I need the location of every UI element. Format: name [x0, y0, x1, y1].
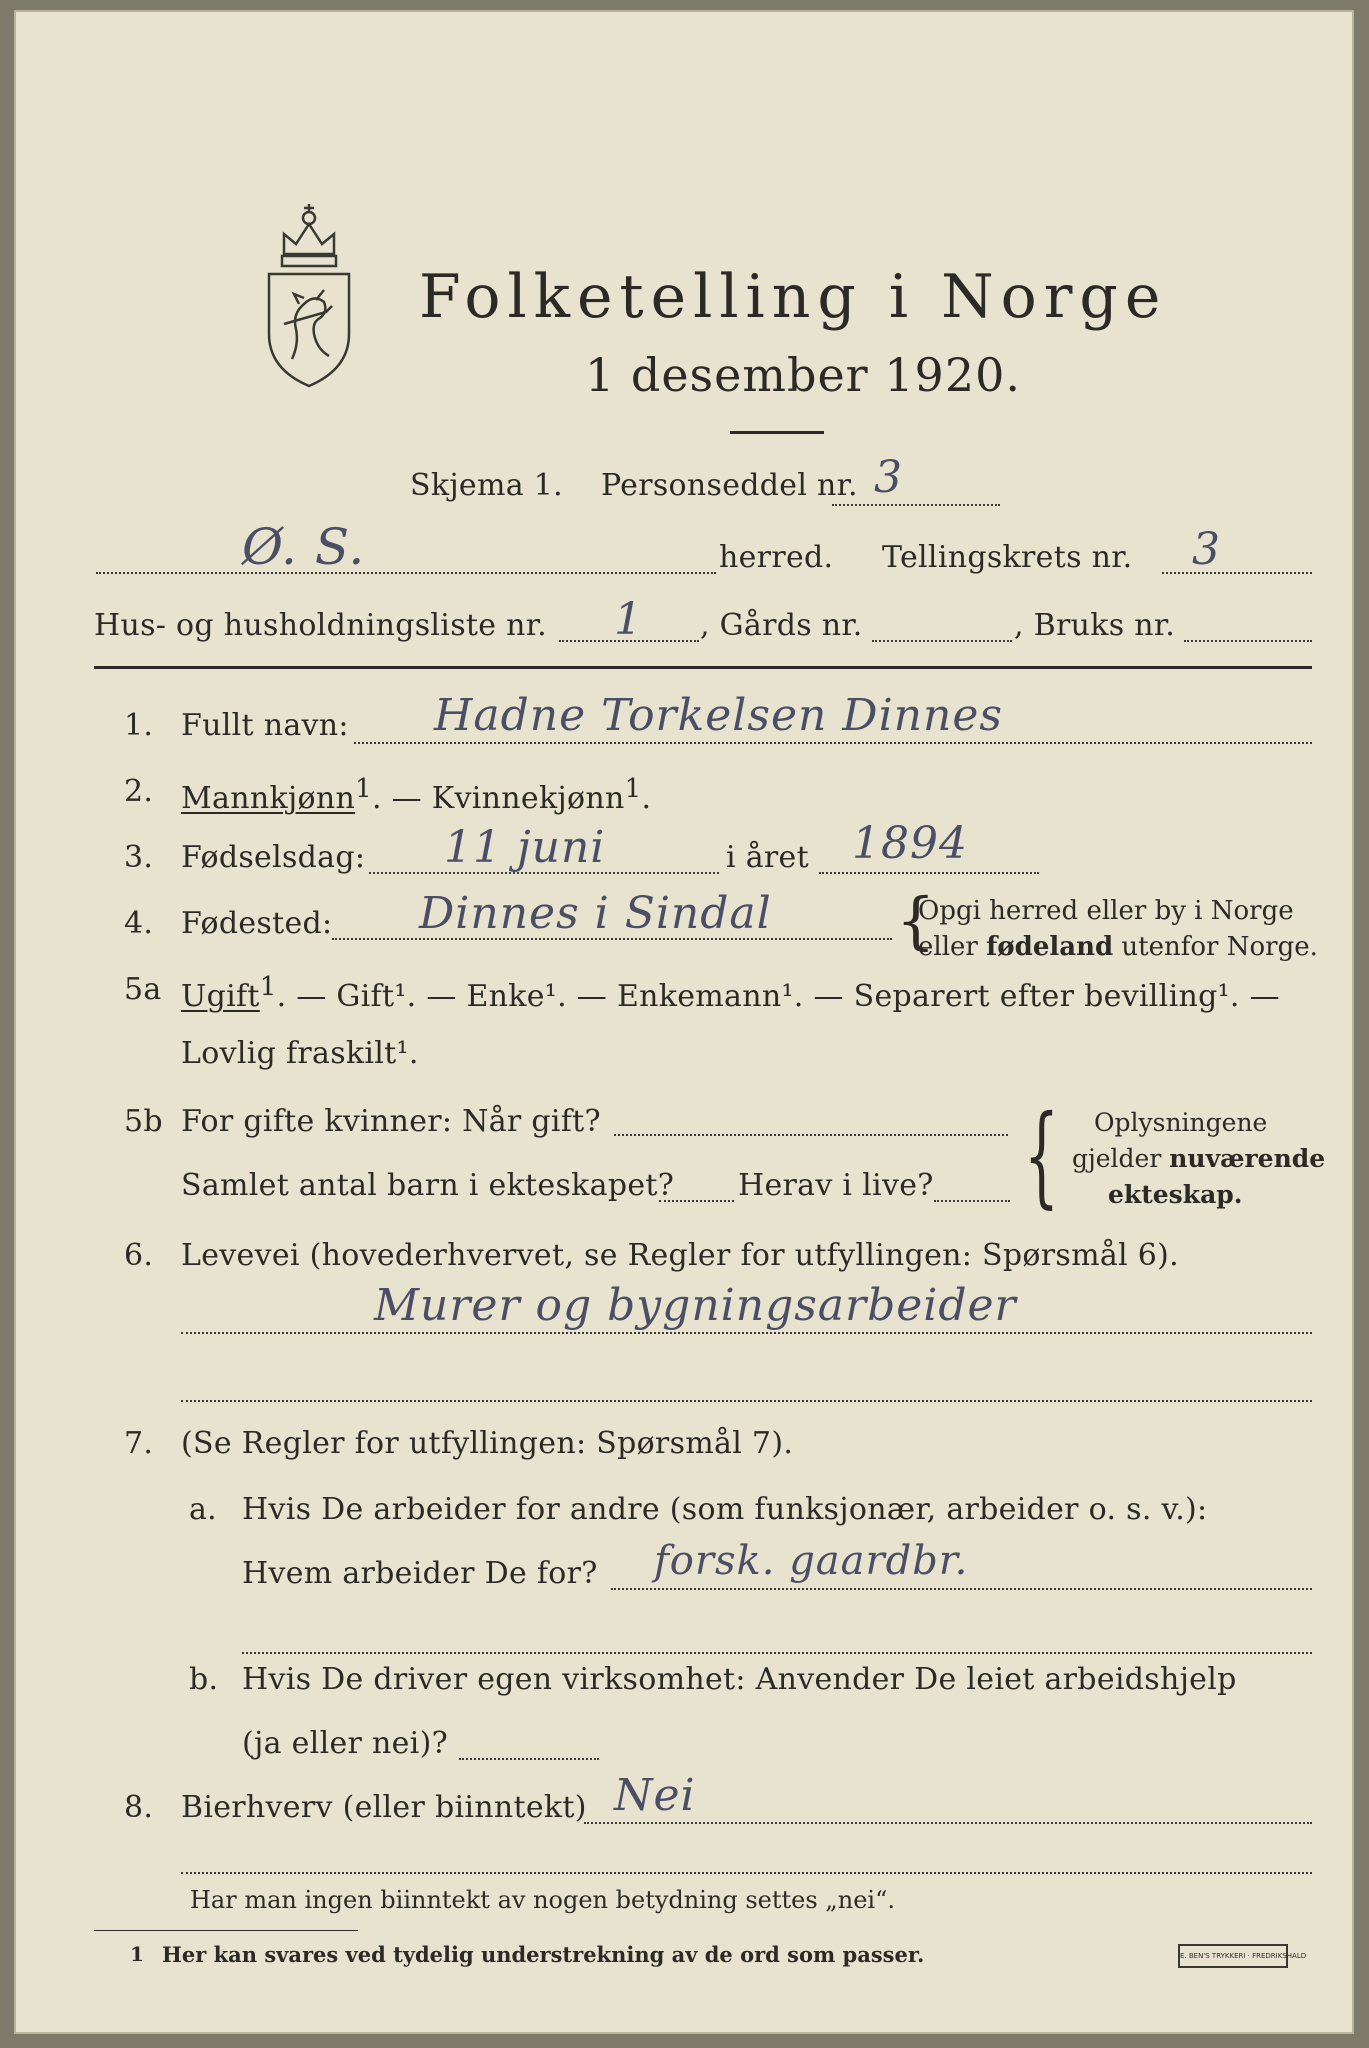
- mannkjonn-option: Mannkjønn: [181, 781, 356, 816]
- q4-note-line2: eller fødeland utenfor Norge.: [918, 932, 1318, 962]
- q7a-number: a.: [189, 1492, 218, 1527]
- hired-help-line: [459, 1758, 599, 1760]
- gards-line: [872, 640, 1012, 642]
- alive-line: [934, 1200, 1010, 1202]
- q1-line: [354, 742, 1312, 744]
- q5b-note3: ekteskap.: [1108, 1180, 1243, 1209]
- occupation-line-2: [181, 1400, 1312, 1402]
- birth-year-value: 1894: [852, 818, 968, 869]
- q3-number: 3.: [124, 840, 154, 875]
- lovlig-fraskilt: Lovlig fraskilt¹.: [181, 1036, 419, 1071]
- census-form: [14, 10, 1354, 2034]
- q5b-note1: Oplysningene: [1094, 1108, 1268, 1137]
- printer-stamp: E. BEN'S TRYKKERI · FREDRIKSHALD: [1178, 1944, 1288, 1968]
- q5b-brace: {: [1024, 1091, 1059, 1219]
- q7a-line1: Hvis De arbeider for andre (som funksjonær, arbeider o. s. v.):: [242, 1492, 1208, 1527]
- header-rule: [94, 666, 1312, 669]
- occupation-line: [181, 1332, 1312, 1334]
- q2-number: 2.: [124, 774, 154, 809]
- personseddel-line: [832, 504, 1000, 506]
- q1-number: 1.: [124, 708, 154, 743]
- q6-label: Levevei (hovederhvervet, se Regler for utfyllingen: Spørsmål 6).: [181, 1238, 1179, 1273]
- q7b-line1: Hvis De driver egen virksomhet: Anvender De leiet arbeidshjelp: [242, 1662, 1237, 1697]
- footnote-number: 1: [130, 1942, 144, 1966]
- q7a-line2: Hvem arbeider De for?: [242, 1556, 598, 1591]
- q5b-line2a: Samlet antal barn i ekteskapet?: [181, 1168, 675, 1203]
- employer-line-2: [242, 1652, 1312, 1654]
- tellingskrets-label: Tellingskrets nr.: [882, 540, 1133, 575]
- herred-line: [96, 572, 716, 574]
- full-name-value: Hadne Torkelsen Dinnes: [434, 690, 1003, 741]
- q4-brace: {: [896, 884, 936, 957]
- q5a-number: 5a: [124, 972, 162, 1007]
- year-label: i året: [726, 840, 809, 875]
- q5b-line2b: Herav i live?: [738, 1168, 934, 1203]
- married-when-line: [614, 1134, 1008, 1136]
- herred-label: herred.: [719, 540, 834, 575]
- kvinnekjonn-option: Kvinnekjønn: [431, 781, 625, 816]
- q5b-line1: For gifte kvinner: Når gift?: [181, 1104, 601, 1139]
- q5b-number: 5b: [124, 1104, 163, 1139]
- q4-label: Fødested:: [181, 906, 333, 941]
- q4-number: 4.: [124, 906, 154, 941]
- birthplace-value: Dinnes i Sindal: [419, 888, 772, 939]
- side-income-line: [584, 1822, 1312, 1824]
- footnote-text: Her kan svares ved tydelig understrekning av de ord som passer.: [162, 1942, 925, 1967]
- birthday-value: 11 juni: [444, 822, 606, 873]
- employer-line: [611, 1588, 1312, 1590]
- employer-value: forsk. gaardbr.: [654, 1538, 969, 1584]
- q8-number: 8.: [124, 1790, 154, 1825]
- q8-label: Bierhverv (eller biinntekt): [181, 1790, 587, 1825]
- q3-label: Fødselsdag:: [181, 840, 366, 875]
- hus-value: 1: [614, 594, 643, 645]
- tellingskrets-line: [1162, 572, 1312, 574]
- marital-options: Ugift$^1$. — Gift¹. — Enke¹. — Enkemann¹. — Separert efter bevilling¹. —: [181, 972, 1280, 1014]
- footer-note: Har man ingen biinntekt av nogen betydning settes „nei“.: [190, 1886, 895, 1914]
- personseddel-value: 3: [874, 452, 903, 503]
- tellingskrets-value: 3: [1192, 524, 1221, 575]
- hus-label: Hus- og husholdningsliste nr.: [94, 608, 547, 643]
- footnote-rule: [94, 1930, 358, 1931]
- q7b-line2: (ja eller nei)?: [242, 1726, 448, 1761]
- title-divider: [730, 431, 824, 434]
- q7b-number: b.: [189, 1662, 219, 1697]
- gender-options: Mannkjønn$^1$. — Kvinnekjønn$^1$.: [181, 774, 652, 816]
- gards-label: , Gårds nr.: [700, 608, 863, 643]
- q7-label: (Se Regler for utfyllingen: Spørsmål 7).: [181, 1426, 794, 1461]
- q4-note-line1: Opgi herred eller by i Norge: [918, 896, 1294, 926]
- side-income-line-2: [181, 1872, 1312, 1874]
- herred-value: Ø. S.: [242, 518, 366, 576]
- bruks-label: , Bruks nr.: [1014, 608, 1176, 643]
- children-line: [659, 1200, 734, 1202]
- bruks-line: [1184, 640, 1312, 642]
- form-title: Folketelling i Norge: [419, 262, 1168, 332]
- skjema-label: Skjema 1.: [410, 468, 563, 503]
- ugift-option: Ugift: [181, 979, 260, 1014]
- side-income-value: Nei: [614, 1770, 696, 1821]
- occupation-value: Murer og bygningsarbeider: [374, 1280, 1017, 1331]
- q1-label: Fullt navn:: [181, 708, 349, 743]
- coat-of-arms-icon: [254, 194, 364, 394]
- q7-number: 7.: [124, 1426, 154, 1461]
- personseddel-label: Personseddel nr.: [601, 468, 858, 503]
- census-date: 1 desember 1920.: [585, 348, 1021, 402]
- q5b-note2: gjelder nuværende: [1072, 1144, 1326, 1173]
- q6-number: 6.: [124, 1238, 154, 1273]
- year-line: [819, 872, 1039, 874]
